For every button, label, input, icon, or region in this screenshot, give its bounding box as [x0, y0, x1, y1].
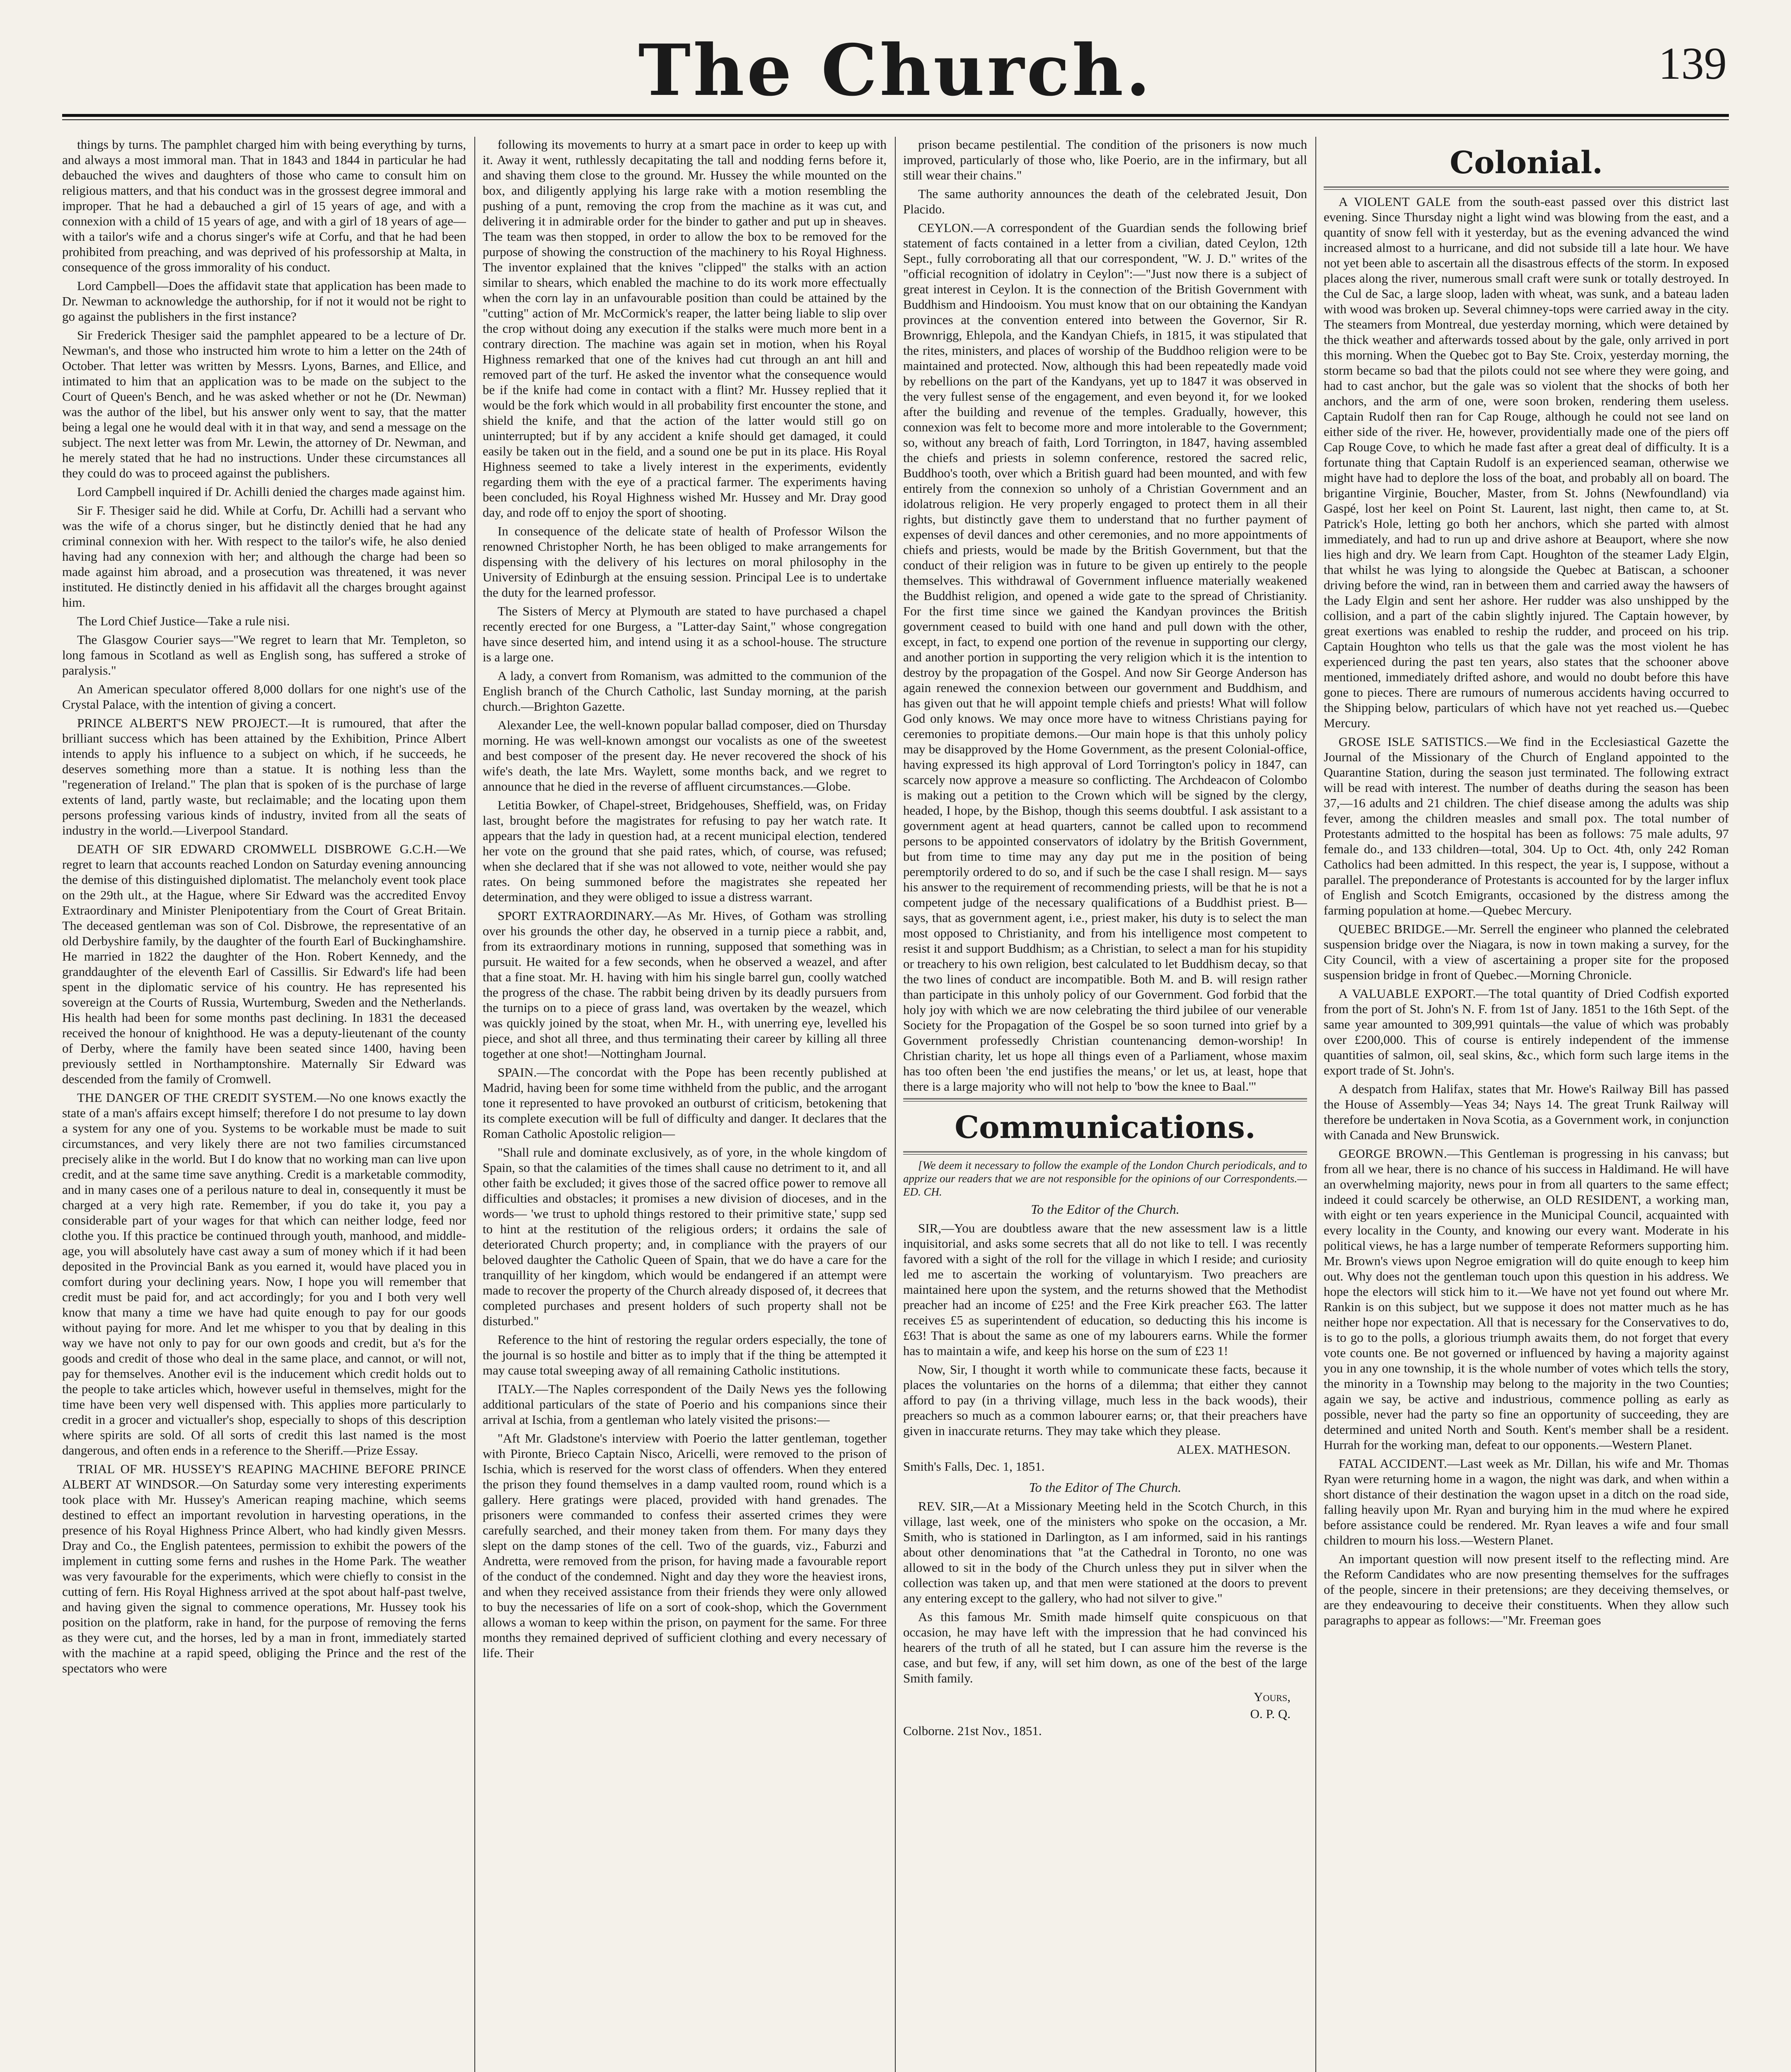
masthead	[0, 0, 1791, 137]
communications-heading: Communications.	[955, 1110, 1256, 1145]
article-paragraph: "Shall rule and dominate exclusively, as of yore, in the whole kingdom of Spain, so that the calamities of the times shall cause no detriment to it, and all other faith be excluded; it gives those of the sacred office power to remove all difficulties and obstacles; it promises a new division of dioceses, and in the words— 'we trust to uphold things restored to their primitive state,' supp sed to hint at the restitution of the religious orders; it ordains the sale of deteriorated Church property; and, in compliance with the prayers of our beloved daughter the Catholic Queen of Spain, that we do have a care for the tranquillity of her kingdom, which would be endangered if an attempt were made to recover the property of the Church already disposed of, it decrees that completed purchases and present holders of such property shall not be disturbed."	[483, 1145, 887, 1328]
article-paragraph: SPORT EXTRAORDINARY.—As Mr. Hives, of Gotham was strolling over his grounds the other day, he observed in a turnip piece a rabbit, and, from its extraordinary motions in running, supposed that something was in pursuit. He waited for a few seconds, when he observed a weazel, and after that a fine stoat. Mr. H. having with him his single barrel gun, coolly watched the progress of the chase. The rabbit being driven by its deadly pursuers from the turnips on to a piece of grass land, was overtaken by the weazel, which was quickly joined by the stoat, when Mr. H., with unerring eye, levelled his piece, and shot all three, and thus terminating their career by killing all three together at one shot!—Nottingham Journal.	[483, 908, 887, 1061]
letter-2-dateline: Colborne. 21st Nov., 1851.	[903, 1723, 1042, 1738]
article-paragraph: Lord Campbell—Does the affidavit state that application has been made to Dr. Newman to acknowledge the authorship, for if not it would not be right to go against the publishers in the first instance?	[62, 278, 466, 324]
article-paragraph: THE DANGER OF THE CREDIT SYSTEM.—No one knows exactly the state of a man's affairs except himself; therefore I do not presume to lay down a system for any one of you. Systems to be workable must be made to suit circumstances, and very likely there are not two families circumstanced precisely alike in the world. But I do know that no working man can live upon credit, and at the same time save anything. Credit is a marketable commodity, and in many cases one of a perilous nature to deal in, consequently it must be charged at a very high rate. Remember, if you do take it, you pay a considerable part of your wages for that which can neither lodge, feed nor clothe you. If this practice be continued through youth, manhood, and middle-age, you will absolutely have cast away a sum of money which if it had been deposited in the Provincial Bank as you earned it, would have placed you in comfort during your declining years. Now, I hope you will remember that credit must be paid for, and act accordingly; for you and I both very well know that many a time we have had quite enough to pay for our goods without paying for more. And let me whisper to you that by dealing in this way we have not only to pay for our own goods and credit, but a's for the goods and credit of those who deal in the same place, and cannot, or will not, pay for themselves. Another evil is the inducement which credit holds out to the people to take articles which, however useful in themselves, might for the time have been very well dispensed with. This applies more particularly to credit in a grocer and victualler's shop, especially to shops of this description where spirits are sold. Of all sorts of credit this last named is the most dangerous, and often ends in a reference to the Sheriff.—Prize Essay.	[62, 1090, 466, 1457]
article-paragraph: Lord Campbell inquired if Dr. Achilli denied the charges made against him.	[77, 484, 465, 499]
article-paragraph: SPAIN.—The concordat with the Pope has been recently published at Madrid, having been for some time withheld from the public, and the arrogant tone it represented to have provoked an outburst of criticism, betokening that its complete execution will be full of difficulty and danger. It declares that the Roman Catholic Apostolic religion—	[483, 1065, 887, 1141]
article-paragraph: DEATH OF SIR EDWARD CROMWELL DISBROWE G.C.H.—We regret to learn that accounts reached London on Saturday evening announcing the demise of this distinguished diplomatist. The melancholy event took place on the 29th ult., at the Hague, where Sir Edward was the accredited Envoy Extraordinary and Minister Plenipotentiary from the Court of Great Britain. The deceased gentleman was son of Col. Disbrowe, the representative of an old Derbyshire family, by the daughter of the fourth Earl of Buckinghamshire. He married in 1822 the daughter of the Hon. Robert Kennedy, and the granddaughter of the eleventh Earl of Cassillis. Sir Edward's life had been spent in the diplomatic service of his country. He has represented his sovereign at the Courts of Russia, Wurtemburg, Sweden and the Netherlands. His health had been for some months past declining. In 1831 the deceased received the honour of knighthood. He was a deputy-lieutenant of the county of Derby, where the family have been seated since 1400, having been previously settled in Northamptonshire. Maternally Sir Edward was descended from the family of Cromwell.	[62, 842, 466, 1086]
article-paragraph: "Aft Mr. Gladstone's interview with Poerio the latter gentleman, together with Pironte, Brieco Captain Nisco, Aricelli, were removed to the prison of Ischia, which is reserved for the worst class of offenders. When they entered the prison they found themselves in a damp vaulted room, round which is a gallery. Here gratings were placed, provided with hand grenades. The prisoners were commanded to confess their asserted crimes they were carefully searched, and their money taken from them. For many days they slept on the damp stones of the cell. Two of the guards, viz., Faburzi and Andretta, were removed from the prison, for having made a favourable report of the conduct of the condemned. Night and day they wore the heaviest irons, and when they received assistance from their friends they were only allowed to buy the necessaries of life on a sort of cook-shop, which the Government allows a woman to keep within the prison, on payment for the same. For three months they remained deprived of sufficient clothing and every necessary of life. Their	[483, 1431, 887, 1660]
column-1	[62, 137, 466, 2072]
section-rule	[903, 1098, 1307, 1101]
article-paragraph: In consequence of the delicate state of health of Professor Wilson the renowned Christopher North, he has been obliged to make arrangements for dispensing with the delivery of his lectures on moral philosophy in the University of Edinburgh at the ensuing session. Principal Lee is to undertake the duty for the learned professor.	[483, 524, 887, 600]
letter-2-yours: Yours,	[1254, 1690, 1291, 1704]
article-paragraph: Letitia Bowker, of Chapel-street, Bridgehouses, Sheffield, was, on Friday last, brought before the magistrates for refusing to pay her watch rate. It appears that the lady in question had, at a recent municipal election, tendered her vote on the ground that she paid rates, which, of course, was refused; when she declared that if she was not allowed to vote, neither would she pay rates. On being summoned before the magistrates she repeated her determination, and they were obliged to issue a distress warrant.	[483, 798, 887, 904]
article-paragraph: GROSE ISLE SATISTICS.—We find in the Ecclesiastical Gazette the Journal of the Missionary of the Church of England appointed to the Quarantine Station, during the season just terminated. The following extract will be read with interest. The number of deaths during the season has been 37,—16 adults and 21 children. The chief disease among the adults was ship fever, among the children measles and small pox. The total number of Protestants admitted to the hospital has been as follows: 75 male adults, 97 female do., and 133 children—total, 304. Up to Oct. 4th, only 242 Roman Catholics had been admitted. In this respect, the year is, I suppose, without a parallel. The preponderance of Protestants is accounted for by the larger influx of English and Scotch Emigrants, occasioned by the distress among the farming population at home.—Quebec Mercury.	[1324, 734, 1729, 917]
article-paragraph: PRINCE ALBERT'S NEW PROJECT.—It is rumoured, that after the brilliant success which has been attained by the Exhibition, Prince Albert intends to apply his influence to a subject on which, if he succeeds, he deserves something more than a statue. It is nothing less than the "regeneration of Ireland." The plan that is spoken of is the purchase of large extents of land, partly waste, but reclaimable; and the locating upon them persons professing various kinds of industry, invited from all the seats of industry in the world.—Liverpool Standard.	[62, 716, 466, 838]
article-paragraph: following its movements to hurry at a smart pace in order to keep up with it. Away it went, ruthlessly decapitating the tall and nodding ferns before it, and shaving them close to the ground. Mr. Hussey the while mounted on the box, and diligently applying his large rake with a motion resembling the pushing of a punt, removing the crop from the machine as it was cut, and delivering it in admirable order for the binder to gather and put up in sheaves. The team was then stopped, in order to allow the box to be removed for the purpose of showing the construction of the machinery to his Royal Highness. The inventor explained that the knives "clipped" the stalks with an action similar to shears, which enabled the machine to do its work more effectually when the corn lay in an unfavourable position than could be attained by the "cutting" action of Mr. McCormick's reaper, the latter being liable to slip over the crop without doing any execution if the stalks were much more bent in a contrary direction. The machine was again set in motion, when his Royal Highness remarked that one of the knives had cut through an ant hill and removed part of the turf. He asked the inventor what the consequence would be if the knife had come in contact with a flint? Mr. Hussey replied that it would be the fork which would in all probability first encounter the stone, and shield the knife, and that the action of the latter would still go on uninterrupted; but if by any accident a knife should get damaged, it could easily be taken out in the field, and a sound one be put in its place. His Royal Highness seemed to take a lively interest in the experiments, evidently regarding them with the eye of a practical farmer. The experiments having been concluded, his Royal Highness wished Mr. Hussey and Mr. Dray good day, and rode off to enjoy the sport of shooting.	[483, 137, 887, 520]
letter-1-salutation: To the Editor of the Church.	[1031, 1202, 1179, 1217]
article-paragraph: things by turns. The pamphlet charged him with being everything by turns, and always a most immoral man. That in 1843 and 1844 in particular he had debauched the wives and daughters of those who came to consult him on religious matters, and that his conduct was in the grossest degree immoral and improper. That he had a debauched a girl of 15 years of age, and with a connexion with a child of 15 years of age, and with a girl of 18 years of age—with a tailor's wife and a chorus singer's wife at Corfu, and that he had been prohibited from preaching, and was deprived of his professorship at Malta, in consequence of the gross immorality of his conduct.	[62, 137, 466, 274]
article-paragraph: A lady, a convert from Romanism, was admitted to the communion of the English branch of the Church Catholic, last Sunday morning, at the parish church.—Brighton Gazette.	[483, 668, 887, 714]
letter-2-body	[903, 1498, 1307, 1686]
column-rule	[895, 137, 896, 2072]
article-paragraph: FATAL ACCIDENT.—Last week as Mr. Dillan, his wife and Mr. Thomas Ryan were returning home in a wagon, the night was dark, and when within a short distance of their destination the wagon upset in a ditch on the road side, falling heavily upon Mr. Ryan and burying him in the mud where he expired before assistance could be rendered. Mr. Ryan leaves a wife and four small children to mourn his loss.—Western Planet.	[1324, 1456, 1729, 1547]
article-paragraph: QUEBEC BRIDGE.—Mr. Serrell the engineer who planned the celebrated suspension bridge over the Niagara, is now in town making a survey, for the City Council, with a view of ascertaining a proper site for the proposed suspension bridge in front of Quebec.—Morning Chronicle.	[1324, 922, 1729, 982]
article-paragraph: CEYLON.—A correspondent of the Guardian sends the following brief statement of facts contained in a letter from a civilian, dated Ceylon, 12th Sept., fully corroborating all that our correspondent, "W. J. D." writes of the "official recognition of idolatry in Ceylon":—"Just now there is a subject of great interest in Ceylon. It is the connection of the British Government with Buddhism and Hindooism. You must know that on our obtaining the Kandyan provinces at the convention entered into between the Governor, Sir R. Brownrigg, Ehlepola, and the Kandyan Chiefs, in 1815, it was stipulated that the rites, ministers, and places of worship of the Buddhoo religion were to be maintained and protected. Now, although this had been repeatedly made void by rebellions on the part of the Kandyans, yet up to 1847 it was observed in the very fullest sense of the engagement, and even beyond it, for we looked after the building and revenue of the temples. Gradually, however, this connexion was felt to become more and more intolerable to the Government; so, without any breach of faith, Lord Torrington, in 1847, having assembled the chiefs and priests in solemn conference, restored the sacred relic, Buddhoo's tooth, over which a British guard had been mounted, and with few entirely from the connexion so unholy of a Christian Government and an idolatrous religion. He very properly engaged to protect them in all their rights, but distinctly gave them to understand that no further payment of expenses of devil dances and other ceremonies, and no more appointments of chiefs and priests, would be made by the British Government, but that the conduct of their religion was in future to be given up entirely to the people themselves. This withdrawal of Government influence materially weakened the Buddhist religion, and opened a wide gate to the spread of Christianity. For the first time since we gained the Kandyan provinces the British government ceased to build with one hand and pull down with the other, except, in fact, to expend one portion of the revenue in supporting our clergy, and another portion in supporting the very religion which it is the intention to destroy by the propagation of the Gospel. And now Sir George Anderson has again renewed the connexion between our government and Buddhism, and has given out that he will appoint temple chiefs and priests! What will follow God only knows. We may once more have to witness Christians paying for ceremonies to propitiate demons.—Our main hope is that this unholy policy may be disapproved by the Home Government, as the present Colonial-office, having expressed its high approval of Lord Torrington's policy in 1847, can scarcely now approve a measure so conflicting. The Archdeacon of Colombo is making out a petition to the Crown which will be signed by the clergy, headed, I hope, by the Bishop, though this seems doubtful. I ask assistant to a government agent at head quarters, cannot be called upon to recommend persons to be appointed conservators of idolatry by the British Government, but from time to time may any day put me in the position of being peremptorily ordered to do so, and if such be the case I shall resign. M— says his answer to the requirement of recommending priests, will be that he is not a competent judge of the necessary qualifications of a Buddhist priest. B— says, that as government agent, i.e., priest maker, his duty is to select the man most opposed to Christianity, and from his intelligence most competent to resist it and support Buddhism; as a Christian, to select a man for his stupidity or treachery to his own religion, best calculated to let Buddhism decay, so that the two lines of conduct are incompatible. Both M. and B. will resign rather than participate in this unholy policy of our Government. God forbid that the holy joy with which we are now celebrating the third jubilee of our venerable Society for the Propagation of the Gospel be so soon turned into grief by a Government professedly Christian countenancing demon-worship! In Christian charity, let us hope all things even of a Parliament, whose maxim has too often been 'the end justifies the means,' or let us, at least, hope that there is a large majority who will not help to 'bow the knee to Baal.'"	[903, 220, 1307, 1094]
column-2	[483, 137, 887, 2072]
article-paragraph: The Sisters of Mercy at Plymouth are stated to have purchased a chapel recently erected for one Burgess, a "Latter-day Saint," whose congregation have since deserted him, and intend using it as a school-house. The structure is a large one.	[483, 604, 887, 664]
article-paragraph: SIR,—You are doubtless aware that the new assessment law is a little inquisitorial, and asks some secrets that all do not like to tell. I was recently favored with a sight of the roll for the village in which I reside; and curiosity led me to ascertain the working of voluntaryism. Two preachers are maintained here upon the system, and the returns showed that the Methodist preacher had an income of £25! and the Free Kirk preacher £63. The latter receives £5 as superintendent of education, so deducting this his income is £63! That is about the same as one of my labourers earns. While the former has to maintain a wife, and keep his horse on the sum of £23 1!	[903, 1221, 1307, 1358]
column-3	[903, 137, 1307, 2072]
article-paragraph: An important question will now present itself to the reflecting mind. Are the Reform Candidates who are now presenting themselves for the suffrages of the people, sincere in their pretensions; are they deceiving themselves, or are they endeavouring to deceive their constituents. When they allow such paragraphs to appear as follows:—"Mr. Freeman goes	[1324, 1552, 1729, 1627]
article-paragraph: Sir Frederick Thesiger said the pamphlet appeared to be a lecture of Dr. Newman's, and those who instructed him wrote to him a letter on the 24th of October. That letter was written by Messrs. Lyons, Barnes, and Ellice, and intimated to him that an application was to be made on the subject to the Court of Queen's Bench, and he was asked whether or not he (Dr. Newman) was the author of the libel, but his answer only went to say, that the matter being a legal one he would deal with it in that way, and send a message on the subject. The next letter was from Mr. Lewin, the attorney of Dr. Newman, and he merely stated that he had no instructions. Under these circumstances all they could do was to proceed against the publishers.	[62, 328, 466, 480]
article-paragraph: REV. SIR,—At a Missionary Meeting held in the Scotch Church, in this village, last week, one of the ministers who spoke on the occasion, a Mr. Smith, who is stationed in Darlington, as I am informed, said in his rantings about other denominations that "at the Cathedral in Toronto, no one was allowed to sit in the body of the Church unless they put in silver when the collection was taken up, and that men were stationed at the doors to prevent any entering except to the gallery, who had not silver to give."	[903, 1499, 1307, 1605]
article-paragraph: A VALUABLE EXPORT.—The total quantity of Dried Codfish exported from the port of St. John's N. F. from 1st of Jany. 1851 to the 16th Sept. of the same year amounted to 309,991 quintals—the value of which was probably over £200,000. This of course is entirely independent of the immense quantities of salmon, oil, seal skins, &c., which form such large items in the export trade of St. John's.	[1324, 986, 1729, 1077]
article-paragraph: An American speculator offered 8,000 dollars for one night's use of the Crystal Palace, with the intention of giving a concert.	[62, 682, 466, 712]
article-paragraph: A VIOLENT GALE from the south-east passed over this district last evening. Since Thursday night a light wind was blowing from the east, and a quantity of snow fell with it yesterday, but as the evening advanced the wind increased almost to a hurricane, and did not subside till a late hour. We have not yet been able to ascertain all the disastrous effects of the storm. In exposed places along the river, numerous small craft were sunk or totally destroyed. In the Cul de Sac, a large sloop, laden with wheat, was sunk, and a bateau laden with wood was broken up. Several chimney-tops were carried away in the city. The steamers from Montreal, due yesterday morning, which were detained by the thick weather and afterwards tossed about by the gale, only arrived in port this morning. When the Quebec got to Bay Ste. Croix, yesterday morning, the storm became so bad that the pilots could not see where they were going, and had to cast anchor, but the gale was so violent that the shocks of both her anchors, and the arm of one, were soon broken, rendering them useless. Captain Rudolf then ran for Cap Rouge, although he could not see land on either side of the river. He, however, providentially made one of the piers off Cap Rouge Cove, to which he made fast after a great deal of difficulty. It is a fortunate thing that Captain Rudolf is an experienced seaman, otherwise we might have had to deplore the loss of the boat, and probably all on board. The brigantine Virginie, Boucher, Master, from St. Johns (Newfoundland) via Gaspé, lost her keel on Point St. Laurent, last night, then came to, at St. Patrick's Hole, letting go both her anchors, which she parted with almost immediately, and had to run up and drive ashore at Beauport, where she now lies high and dry. We learn from Capt. Houghton of the steamer Lady Elgin, that whilst he was lying to alongside the Quebec at Batiscan, a schooner driving before the wind, ran in between them and carried away the hawsers of the Lady Elgin and sent her ashore. Her rudder was also unshipped by the collision, and a part of the cabin slightly injured. The Captain however, by great exertions was enabled to reship the rudder, and proceed on his trip. Captain Houghton who tells us that the gale was the most violent he has experienced during the past ten years, also states that the schooner above mentioned, immediately drifted ashore, and would no doubt before this have gone to pieces. There are rumours of numerous accidents having occurred to the Shipping below, particulars of which have not yet reached us.—Quebec Mercury.	[1324, 194, 1729, 730]
section-rule	[903, 1151, 1307, 1155]
article-paragraph: Reference to the hint of restoring the regular orders especially, the tone of the journal is so hostile and bitter as to imply that if the thing be attempted it may cause total sweeping away of all remaining Catholic institutions.	[483, 1332, 887, 1377]
article-paragraph: Sir F. Thesiger said he did. While at Corfu, Dr. Achilli had a servant who was the wife of a chorus singer, but he distinctly denied that he had any criminal connexion with her. With respect to the tailor's wife, he also denied having had any connexion with her; and although the charge had been so made against him abroad, and a prosecution was threatened, it was never instituted. He distinctly denied in his affidavit all the charges brought against him.	[62, 503, 466, 610]
column-3-articles	[903, 137, 1307, 1094]
page-columns	[62, 137, 1729, 2072]
article-paragraph: The same authority announces the death of the celebrated Jesuit, Don Placido.	[903, 186, 1307, 216]
editor-note: [We deem it necessary to follow the example of the London Church periodicals, and to apprize our readers that we are not responsible for the opinions of our Correspondents.—ED. CH.	[903, 1159, 1307, 1198]
article-paragraph: Alexander Lee, the well-known popular ballad composer, died on Thursday morning. He was well-known amongst our vocalists as one of the sweetest and best composer of the present day. He never recovered the shock of his wife's death, the late Mrs. Waylett, some months back, and we regret to announce that he died in the reverse of affluent circumstances.—Globe.	[483, 718, 887, 794]
article-paragraph: prison became pestilential. The condition of the prisoners is now much improved, particularly of those who, like Poerio, are in the infirmary, but all still wear their chains."	[903, 137, 1307, 182]
article-paragraph: TRIAL OF MR. HUSSEY'S REAPING MACHINE BEFORE PRINCE ALBERT AT WINDSOR.—On Saturday some very interesting experiments took place with Mr. Hussey's American reaping machine, which seems destined to effect an important revolution in harvesting operations, in the presence of his Royal Highness Prince Albert, who had kindly given Messrs. Dray and Co., the English patentees, permission to exhibit the powers of the implement in cutting some ferns and rushes in the Home Park. The weather was very favourable for the experiments, which were chiefly to consist in the cutting of fern. His Royal Highness arrived at the spot about half-past twelve, and having given the signal to commence operations, Mr. Hussey took his position on the platform, rake in hand, for the purpose of removing the ferns as they were cut, and the horses, led by a man in front, immediately started with the machine at a rapid speed, obliging the Prince and the rest of the spectators who were	[62, 1462, 466, 1675]
letter-2-salutation: To the Editor of The Church.	[1029, 1480, 1182, 1495]
letter-1-signature: ALEX. MATHESON.	[1177, 1442, 1291, 1457]
article-paragraph: As this famous Mr. Smith made himself quite conspicuous on that occasion, he may have left with the impression that he had convinced his hearers of the truth of all he stated, but I can assure him the reverse is the case, and but few, if any, will set him down, as one of the best of the large Smith family.	[903, 1610, 1307, 1685]
article-paragraph: GEORGE BROWN.—This Gentleman is progressing in his canvass; but from all we hear, there is no chance of his success in Haldimand. He will have an overwhelming majority, news pour in from all quarters to the same effect; indeed it could scarcely be otherwise, an OLD RESIDENT, a working man, with eight or ten years experience in the Municipal Council, acquainted with every locality in the County, and knowing our every want. Moderate in his political views, he has a large number of temperate Reformers supporting him. Mr. Brown's views upon Negroe emigration will do quite enough to keep him out. Why does not the gentleman touch upon this question in his address. We hope the electors will stick him to it.—We have not yet found out where Mr. Rankin is on this subject, but we suppose it does not matter much as he has neither hope nor expectation. All that is necessary for the Conservatives to do, is to go to the polls, a glorious triumph awaits them, do not forget that every vote counts one. Be not governed or influenced by having a majority against you in any one township, it is the whole number of votes which tells the story, the minority in a Township may belong to the majority in the two Counties; again we say, be active and industrious, commence polling as early as possible, never had the party so fine an opportunity of succeeding, they are determined and united North and South. Kent's member shall be a resident. Hurrah for the working man, defeat to our opponents.—Western Planet.	[1324, 1146, 1729, 1452]
article-paragraph: Now, Sir, I thought it worth while to communicate these facts, because it places the voluntaries on the horns of a dilemma; that either they cannot afford to pay (in a thriving village, much less in the back woods), their preachers so much as a common labourer earns; or, that their preachers have given in inaccurate returns. They may take which they please.	[903, 1362, 1307, 1438]
column-4-articles	[1324, 194, 1729, 1628]
column-rule	[474, 137, 475, 2072]
article-paragraph: A despatch from Halifax, states that Mr. Howe's Railway Bill has passed the House of Assembly—Yeas 34; Nays 14. The great Trunk Railway will therefore be undertaken in Nova Scotia, as a Government work, in conjunction with Canada and New Brunswick.	[1324, 1082, 1729, 1142]
letter-1-dateline: Smith's Falls, Dec. 1, 1851.	[903, 1459, 1045, 1474]
colonial-heading: Colonial.	[1450, 145, 1603, 181]
masthead-rule	[62, 114, 1729, 120]
column-4	[1324, 137, 1729, 2072]
letter-2-signature: O. P. Q.	[1250, 1706, 1291, 1721]
article-paragraph: The Glasgow Courier says—"We regret to learn that Mr. Templeton, so long famous in Scotland as well as English song, has suffered a stroke of paralysis."	[62, 632, 466, 678]
article-paragraph: The Lord Chief Justice—Take a rule nisi.	[77, 614, 290, 628]
column-rule	[1315, 137, 1316, 2072]
newspaper-title: The Church.	[638, 29, 1153, 112]
letter-1-body	[903, 1220, 1307, 1438]
page-number: 139	[1658, 38, 1727, 89]
section-rule	[1324, 186, 1729, 190]
article-paragraph: ITALY.—The Naples correspondent of the Daily News yes the following additional particulars of the state of Poerio and his companions since their arrival at Ischia, from a gentleman who lately visited the prisons:—	[483, 1382, 887, 1427]
